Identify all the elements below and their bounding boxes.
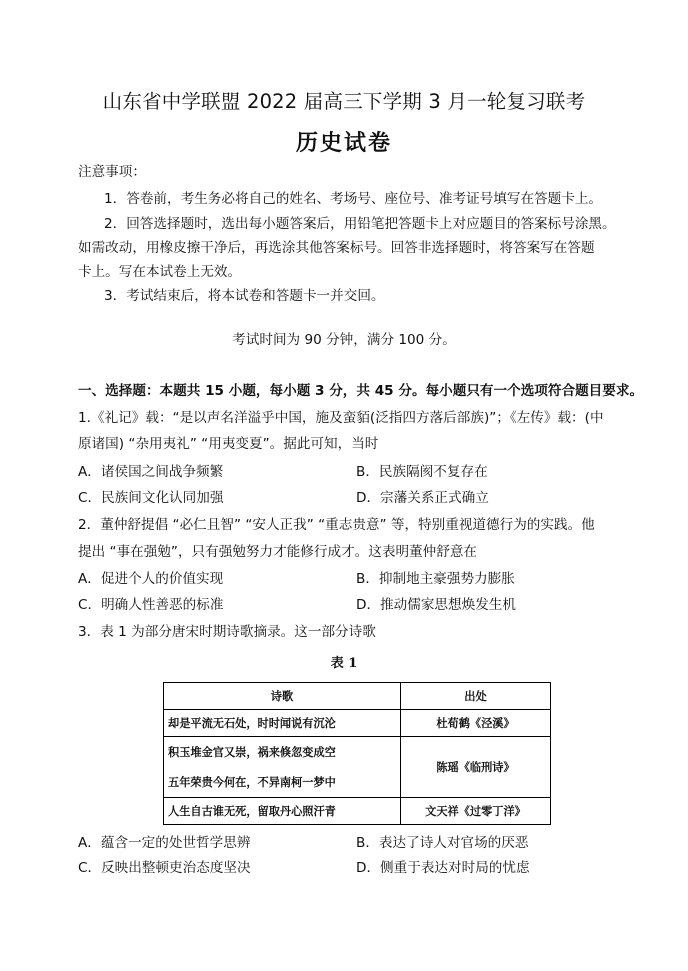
table-header-poem: 诗歌 xyxy=(164,683,401,710)
poem-text: 五年荣贵今何在，不异南柯一梦中 xyxy=(168,775,336,789)
exam-title: 山东省中学联盟 2022 届高三下学期 3 月一轮复习联考 xyxy=(102,90,586,113)
notice-item: 如需改动，用橡皮擦干净后，再选涂其他答案标号。回答非选择题时，将答案写在答题 xyxy=(78,240,595,256)
poem-source: 杜荀鹤《泾溪》 xyxy=(401,710,551,737)
question-1-option-c: C．民族间文化认同加强 xyxy=(78,490,224,506)
question-2-option-a: A．促进个人的价值实现 xyxy=(78,571,224,587)
question-1-option-a: A．诸侯国之间战争频繁 xyxy=(78,464,224,480)
poem-text: 积玉堆金官又崇，祸来倏忽变成空 xyxy=(168,745,336,759)
question-2-option-d: D．推动儒家思想焕发生机 xyxy=(356,597,516,613)
table-header-source: 出处 xyxy=(401,683,551,710)
table-caption: 表 1 xyxy=(330,656,358,671)
question-2-stem: 2．董仲舒提倡 “必仁且智” “安人正我” “重志贵意” 等，特别重视道德行为的实践。他 xyxy=(78,517,595,533)
question-1-stem: 原诸国) “杂用夷礼” “用夷变夏”。据此可知，当时 xyxy=(78,436,379,452)
notice-item: 2．回答选择题时，选出每小题答案后，用铅笔把答题卡上对应题目的答案标号涂黑。 xyxy=(104,216,616,232)
question-2-option-b: B．抑制地主豪强势力膨胀 xyxy=(356,571,515,587)
section-heading: 一、选择题：本题共 15 小题，每小题 3 分，共 45 分。每小题只有一个选项符合题目要求。 xyxy=(78,383,644,399)
question-3-option-b: B．表达了诗人对官场的厌恶 xyxy=(356,835,529,851)
question-3-option-c: C．反映出整顿吏治态度坚决 xyxy=(78,860,251,876)
question-1-option-b: B．民族隔阂不复存在 xyxy=(356,464,488,480)
table-row xyxy=(164,710,551,737)
notice-item: 3．考试结束后，将本试卷和答题卡一并交回。 xyxy=(104,288,385,304)
poem-text: 人生自古谁无死，留取丹心照汗青 xyxy=(164,798,401,825)
question-1-stem: 1.《礼记》载：“是以声名洋溢乎中国，施及蛮貊(泛指四方落后部族)”；《左传》载：(中 xyxy=(78,410,604,426)
notice-heading: 注意事项： xyxy=(78,164,146,180)
question-1-option-d: D．宗藩关系正式确立 xyxy=(356,490,489,506)
poem-source: 文天祥《过零丁洋》 xyxy=(401,798,551,825)
notice-item: 卡上。写在本试卷上无效。 xyxy=(78,264,242,280)
notice-item: 1．答卷前，考生务必将自己的姓名、考场号、座位号、准考证号填写在答题卡上。 xyxy=(104,191,603,207)
table-row xyxy=(164,737,551,798)
poem-source: 陈瑶《临刑诗》 xyxy=(401,737,551,798)
poem-text-cell xyxy=(164,737,401,798)
question-2-stem: 提出 “事在强勉”，只有强勉努力才能修行成才。这表明董仲舒意在 xyxy=(78,544,478,560)
table-row xyxy=(164,798,551,825)
poem-table xyxy=(163,682,551,825)
question-2-option-c: C．明确人性善恶的标准 xyxy=(78,597,224,613)
question-3-stem: 3．表 1 为部分唐宋时期诗歌摘录。这一部分诗歌 xyxy=(78,624,376,640)
exam-time-note: 考试时间为 90 分钟，满分 100 分。 xyxy=(232,332,456,348)
exam-subject: 历史试卷 xyxy=(295,131,392,156)
question-3-option-d: D．侧重于表达对时局的忧虑 xyxy=(356,860,530,876)
poem-text: 却是平流无石处，时时闻说有沉沦 xyxy=(164,710,401,737)
question-3-option-a: A．蕴含一定的处世哲学思辨 xyxy=(78,835,251,851)
